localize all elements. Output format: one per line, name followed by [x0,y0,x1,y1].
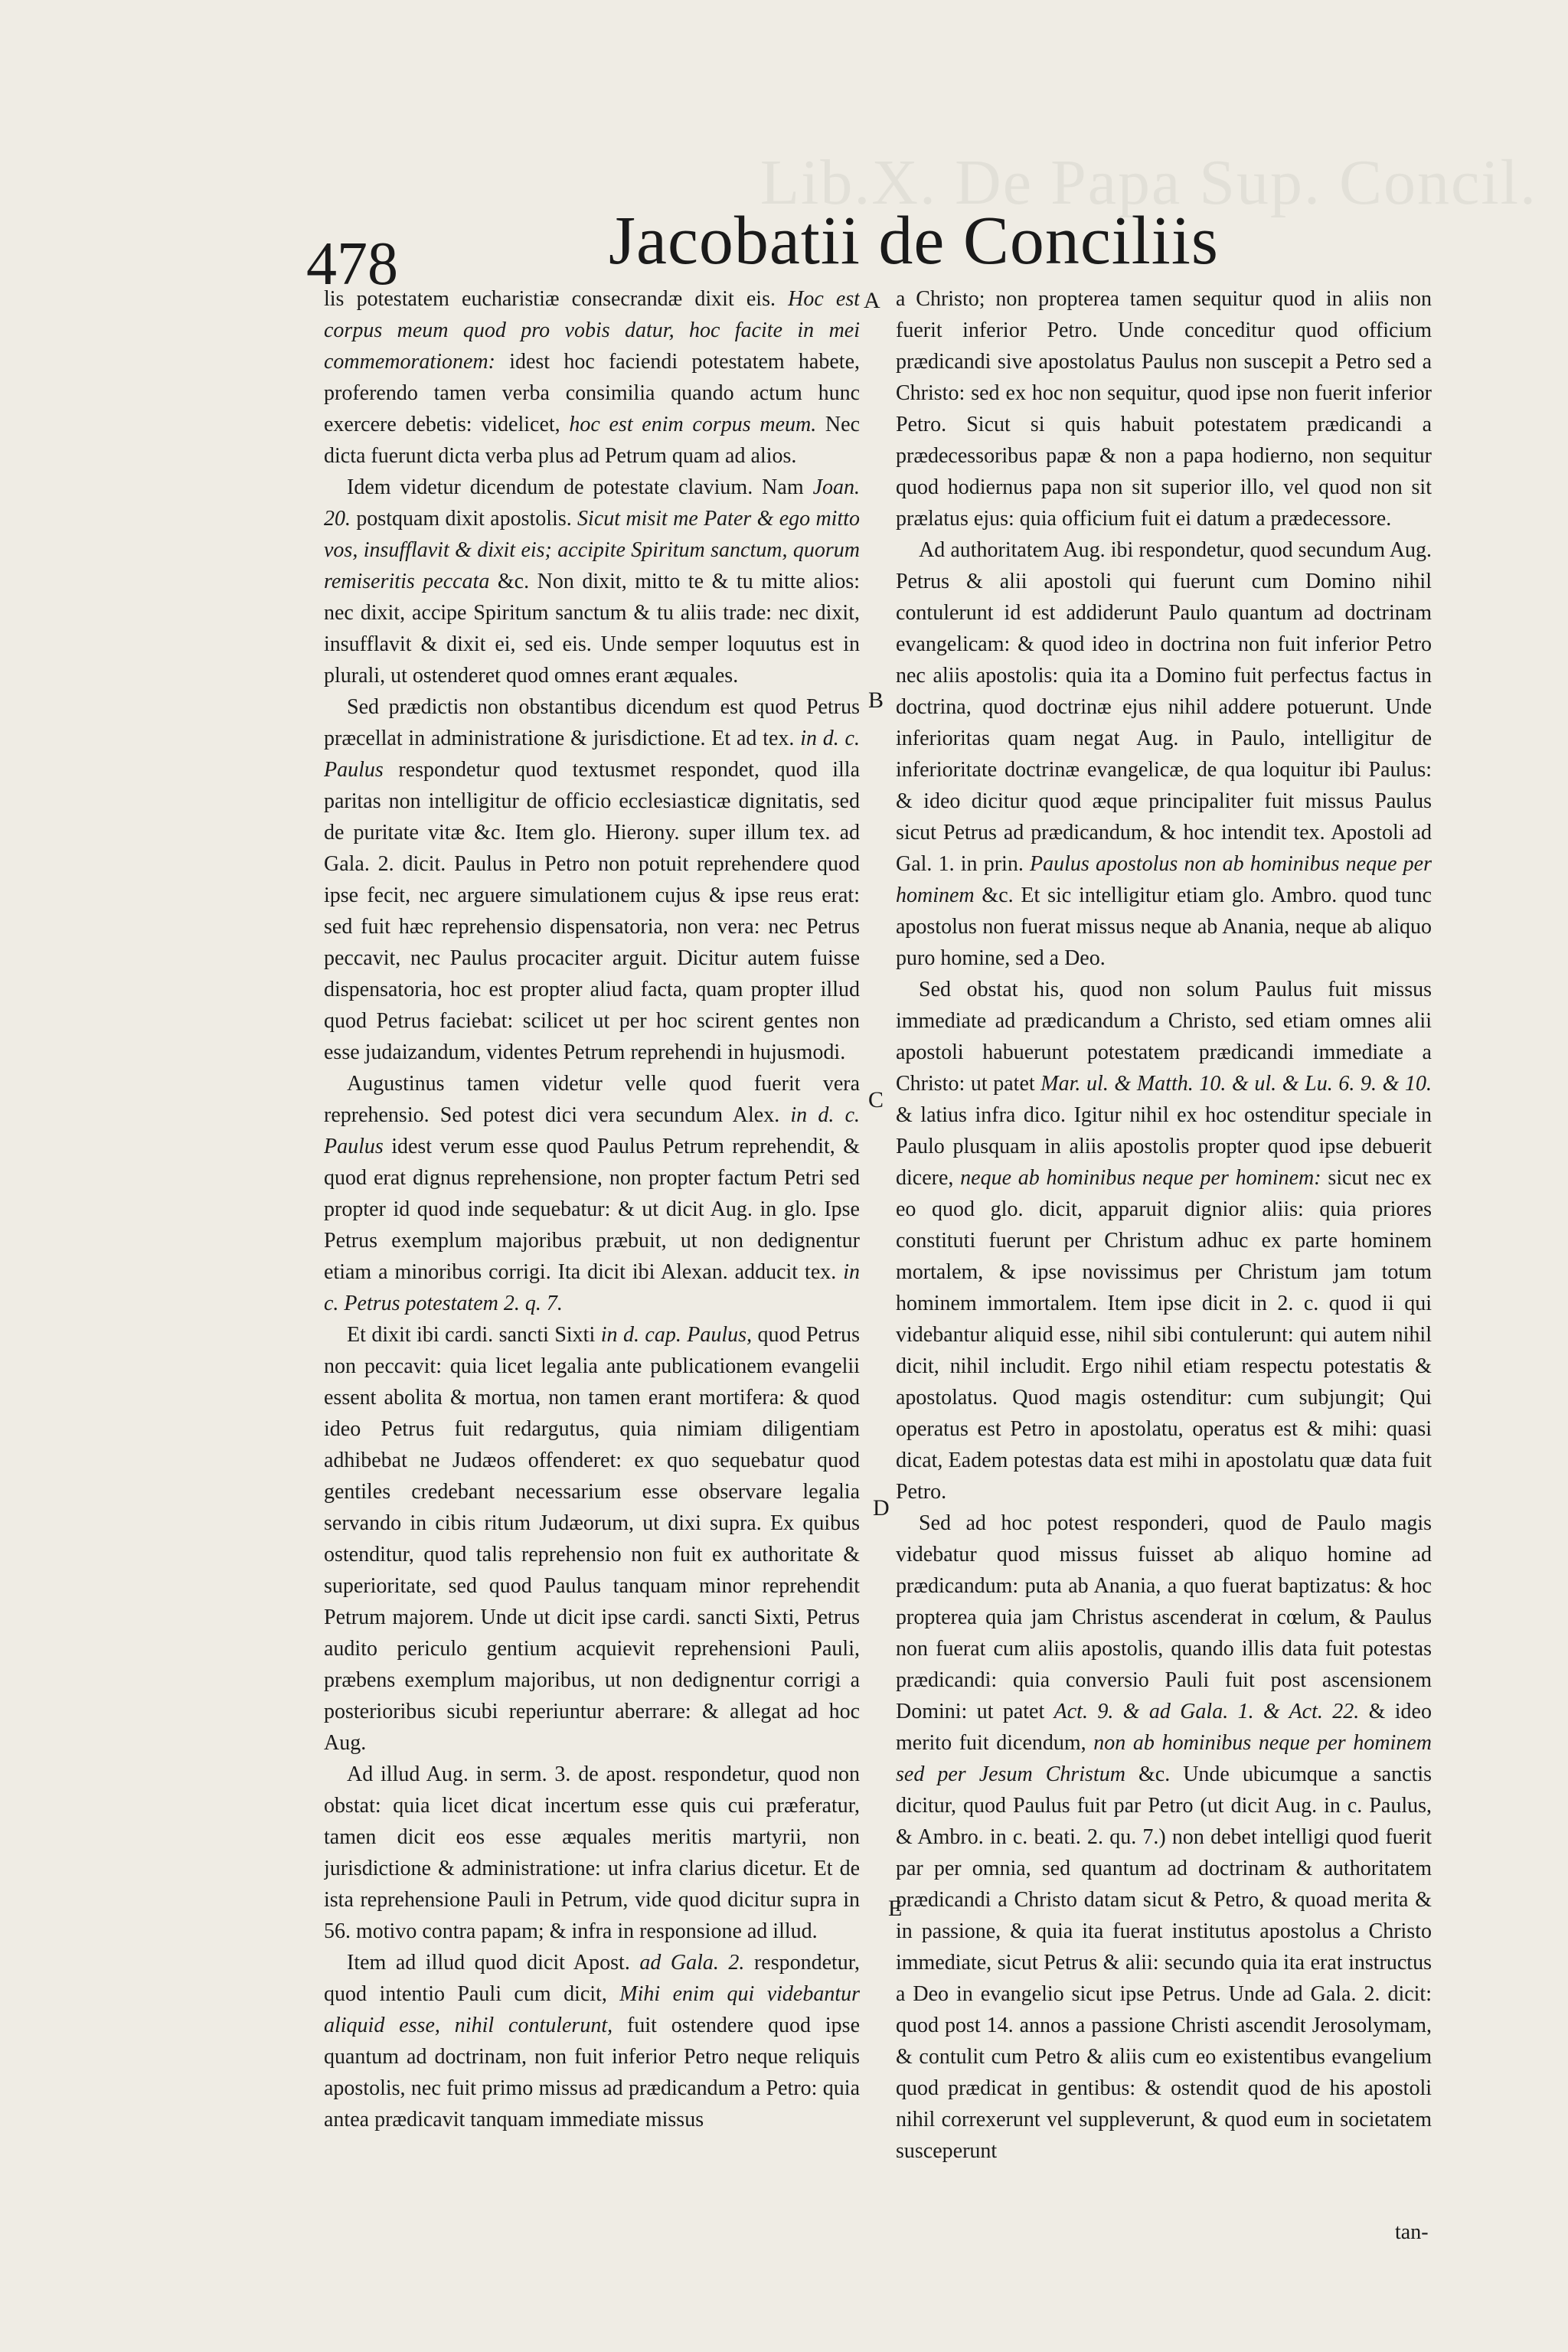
italic-citation: in d. cap. Paulus, [600,1323,753,1347]
margin-letter-d: D [873,1495,890,1521]
paragraph [896,534,1432,974]
margin-letter-b: B [868,688,884,713]
paragraph-text: postquam dixit apostolis. [351,507,578,531]
right-column [896,283,1432,2228]
margin-letter-e: E [888,1896,903,1921]
italic-citation: hoc est enim corpus meum. [569,413,817,436]
paragraph [324,1759,860,1947]
catchword: tan- [1395,2220,1429,2244]
paragraph-text: Ad illud Aug. in serm. 3. de apost. respondetur, quod non obstat: quia licet dicat incertum esse quis cui præferatur, tamen dicit eos esse æquales meritis martyrii, non jurisdictione & administratione: ut infra clarius dicetur. Et de ista reprehensione Pauli in Petrum, vide quod dicitur supra in 56. motivo contra papam; & infra in responsione ad illud. [324,1762,860,1943]
paragraph-text: &c. Non dixit, mitto te & tu mitte alios: nec dixit, accipe Spiritum sanctum & tu aliis trade: nec dixit, insufflavit & dixit ei, sed eis. Unde semper loquutus est in plurali, ut ostenderet quod omnes erant æquales. [324,570,860,688]
paragraph-text: &c. Et sic intelligitur etiam glo. Ambro. quod tunc apostolus non fuerat missus neque ab Anania, neque ab aliquo puro homine, sed a Deo. [896,884,1432,970]
paragraph-text: Sed ad hoc potest responderi, quod de Paulo magis videbatur quod missus fuisset ab aliquo homine ad prædicandum: puta ab Anania, a quo fuerat baptizatus: & hoc propterea quia jam Christus ascenderat in cœlum, & Paulus non fuerat cum aliis apostolis, quando illis data fuit potestas prædicandi: quia conversio Pauli fuit post ascensionem Domini: ut patet [896,1511,1432,1723]
paragraph [324,1068,860,1319]
paragraph-text: Ad authoritatem Aug. ibi respondetur, quod secundum Aug. Petrus & alii apostoli qui fuerunt cum Domino nihil contulerunt id est addiderunt Paulo quantum ad doctrinam evangelicam: & quod ideo in doctrina non fuit inferior Petro nec aliis apostolis: quia ita a Domino fuit perfectus factus in doctrina, quod doctrinæ ejus nihil addere potuerunt. Unde inferioritas quam negat Aug. in Paulo, intelligitur de inferioritate doctrinæ evangelicæ, de qua loquitur ibi Paulus: & ideo dicitur quod æque principaliter fuit missus Paulus sicut Petrus ad prædicandum, & hoc intendit tex. Apostoli ad Gal. 1. in prin. [896,538,1432,876]
paragraph-text: & ideo merito fuit dicendum, [896,1700,1432,1755]
paragraph-text: Item ad illud quod dicit Apost. [347,1951,640,1975]
paragraph-text: idest verum esse quod Paulus Petrum reprehendit, & quod erat dignus reprehensione, non propter factum Petri sed propter id quod inde sequebatur: & ut dicit Aug. in glo. Ipse Petrus exemplum majoribus præbuit, ut non dedignentur etiam a minoribus corrigi. Ita dicit ibi Alexan. adducit tex. [324,1135,860,1284]
left-column [324,283,860,2228]
italic-citation: Act. 9. & ad Gala. 1. & Act. 22. [1054,1700,1360,1723]
paragraph-text: sicut nec ex eo quod glo. dicit, apparuit dignior aliis: quia priores constituti fuerunt per Christum adhuc ex parte hominem mortalem, & ipse novissimus per Christum jam totum hominem immortalem. Item ipse dicit in 2. c. quod ii qui videbantur aliquid esse, nihil sibi contulerunt: qui autem nihil dicit, nihil includit. Ergo nihil etiam respectu potestatis & apostolatus. Quod magis ostenditur: cum subjungit; Qui operatus est Petro in apostolatu, operatus est & mihi: quasi dicat, Eadem potestas data est mihi in apostolatu quæ data fuit Petro. [896,1166,1432,1504]
paragraph-text: Nec dicta fuerunt dicta verba plus ad Petrum quam ad alios. [324,413,860,468]
italic-citation: Hoc est corpus meum quod pro vobis datur, hoc facite in mei commemorationem: [324,287,860,374]
paragraph [324,1319,860,1759]
italic-citation: Joan. 20. [324,475,860,531]
paragraph [324,1947,860,2135]
paragraph-text: Et dixit ibi cardi. sancti Sixti [347,1323,601,1347]
paragraph-text: Sed prædictis non obstantibus dicendum est quod Petrus præcellat in administratione & jurisdictione. Et ad tex. [324,695,860,750]
paragraph-text: Sed obstat his, quod non solum Paulus fuit missus immediate ad prædicandum a Christo, sed etiam omnes alii apostoli habuerunt potestatem prædicandi immediate a Christo: ut patet [896,978,1432,1096]
page-header [306,195,1439,298]
margin-letter-a: A [864,288,880,313]
italic-citation: ad Gala. 2. [639,1951,745,1975]
italic-citation: in d. c. Paulus [324,727,860,782]
running-title: Jacobatii de Conciliis [609,203,1219,279]
italic-citation: neque ab hominibus neque per hominem: [960,1166,1321,1190]
italic-citation: Mar. ul. & Matth. 10. & ul. & Lu. 6. 9. & 10. [1040,1072,1432,1096]
margin-letter-c: C [868,1087,884,1112]
paragraph-text: respondetur, quod intentio Pauli cum dicit, [324,1951,860,2006]
show-through-text: Lib.X. De Papa Sup. Concil. [760,147,1537,218]
paragraph [896,283,1432,534]
paragraph-text: quod Petrus non peccavit: quia licet legalia ante publicationem evangelii essent abolita & mortua, non tamen erant mortifera: & quod ideo Petrus fuit redargutus, quia nimiam diligentiam adhibebat ne Judæos offenderet: ex quo sequebatur quod gentiles credebant necessarium esse observare legalia servando in cibis ritum Judæorum, ut dixi supra. Ex quibus ostenditur, quod talis reprehensio non fuit ex authoritate & superioritate, sed quod Paulus tanquam minor reprehendit Petrum majorem. Unde ut dicit ipse cardi. sancti Sixti, Petrus audito periculo gentium acquievit reprehensioni Pauli, præbens exemplum majoribus, ut non dedignentur corrigi a posterioribus sicubi reperiuntur aberrare: & allegat ad hoc Aug. [324,1323,860,1755]
paragraph-text: fuit ostendere quod ipse quantum ad doctrinam, non fuit inferior Petro neque reliquis apostolis, nec fuit primo missus ad prædicandum a Petro: quia antea prædicavit tanquam immediate missus [324,2014,860,2132]
paragraph-text: Augustinus tamen videtur velle quod fuerit vera reprehensio. Sed potest dici vera secundum Alex. [324,1072,860,1127]
paragraph-text: idest hoc faciendi potestatem habete, proferendo tamen verba consimilia quando actum hunc exercere debetis: videlicet, [324,350,860,436]
paragraph-text: &c. Unde ubicumque a sanctis dicitur, quod Paulus fuit par Petro (ut dicit Aug. in c. Paulus, & Ambro. in c. beati. 2. qu. 7.) non debet intelligi quod fuerit par per omnia, sed quantum ad doctrinam & authoritatem prædicandi a Christo datam sicut & Petro, & quoad merita & in passione, & quia ita fuerat institutus apostolus a Christo immediate, sicut Petrus & alii: secundo quia ita erat instructus a Deo in evangelio sicut ipse Petrus. Unde ad Gala. 2. dicit: quod post 14. annos a passione Christi ascendit Jerosolymam, & contulit cum Petro & aliis cum eo existentibus evangelium quod prædicat in gentibus: & ostendit quod de his apostoli nihil correxerunt vel suppleverunt, & quod eum in societatem susceperunt [896,1762,1432,2163]
italic-citation: in c. Petrus potestatem 2. q. 7. [324,1260,860,1315]
paragraph [896,974,1432,1508]
page-number: 478 [306,230,398,298]
italic-citation: Sicut misit me Pater & ego mitto vos, insufflavit & dixit eis; accipite Spiritum sanctum, quorum remiseritis peccata [324,507,860,593]
paragraph-text: a Christo; non propterea tamen sequitur quod in aliis non fuerit inferior Petro. Unde conceditur quod officium prædicandi sive apostolatus Paulus non suscepit a Petro sed a Christo: sed ex hoc non sequitur, quod ipse non fuerit inferior Petro. Sicut si quis habuit potestatem prædicandi a prædecessoribus papæ & non a papa hodierno, non sequitur quod hodiernus papa non sit superior illo, vel quod non sit prælatus ejus: quia officium fuit ei datum a prædecessore. [896,287,1432,531]
italic-citation: Mihi enim qui videbantur aliquid esse, nihil contulerunt, [324,1982,860,2037]
paragraph [324,691,860,1068]
paragraph [324,283,860,472]
paragraph [896,1508,1432,2167]
paragraph [324,472,860,691]
italic-citation: non ab hominibus neque per hominem sed per Jesum Christum [896,1731,1432,1786]
italic-citation: Paulus apostolus non ab hominibus neque per hominem [896,852,1432,907]
paragraph-text: & latius infra dico. Igitur nihil ex hoc ostenditur speciale in Paulo plusquam in aliis apostolis propter quod ipse debuerit dicere, [896,1103,1432,1190]
italic-citation: in d. c. Paulus [324,1103,860,1158]
paragraph-text: lis potestatem eucharistiæ consecrandæ dixit eis. [324,287,789,311]
paragraph-text: Idem videtur dicendum de potestate clavium. Nam [347,475,813,499]
paragraph-text: respondetur quod textusmet respondet, quod illa paritas non intelligitur de officio ecclesiasticæ dignitatis, sed de puritate vitæ &c. Item glo. Hierony. super illum tex. ad Gala. 2. dicit. Paulus in Petro non potuit reprehendere quod ipse fecit, nec arguere simulationem cujus & ipse reus erat: sed fuit hæc reprehensio dispensatoria, non vera: nec Petrus peccavit, nec Paulus procaciter arguit. Dicitur autem fuisse dispensatoria, hoc est propter aliud facta, quam propter illud quod Petrus faciebat: scilicet ut per hoc scirent gentes non esse judaizandum, videntes Petrum reprehendi in hujusmodi. [324,758,860,1064]
